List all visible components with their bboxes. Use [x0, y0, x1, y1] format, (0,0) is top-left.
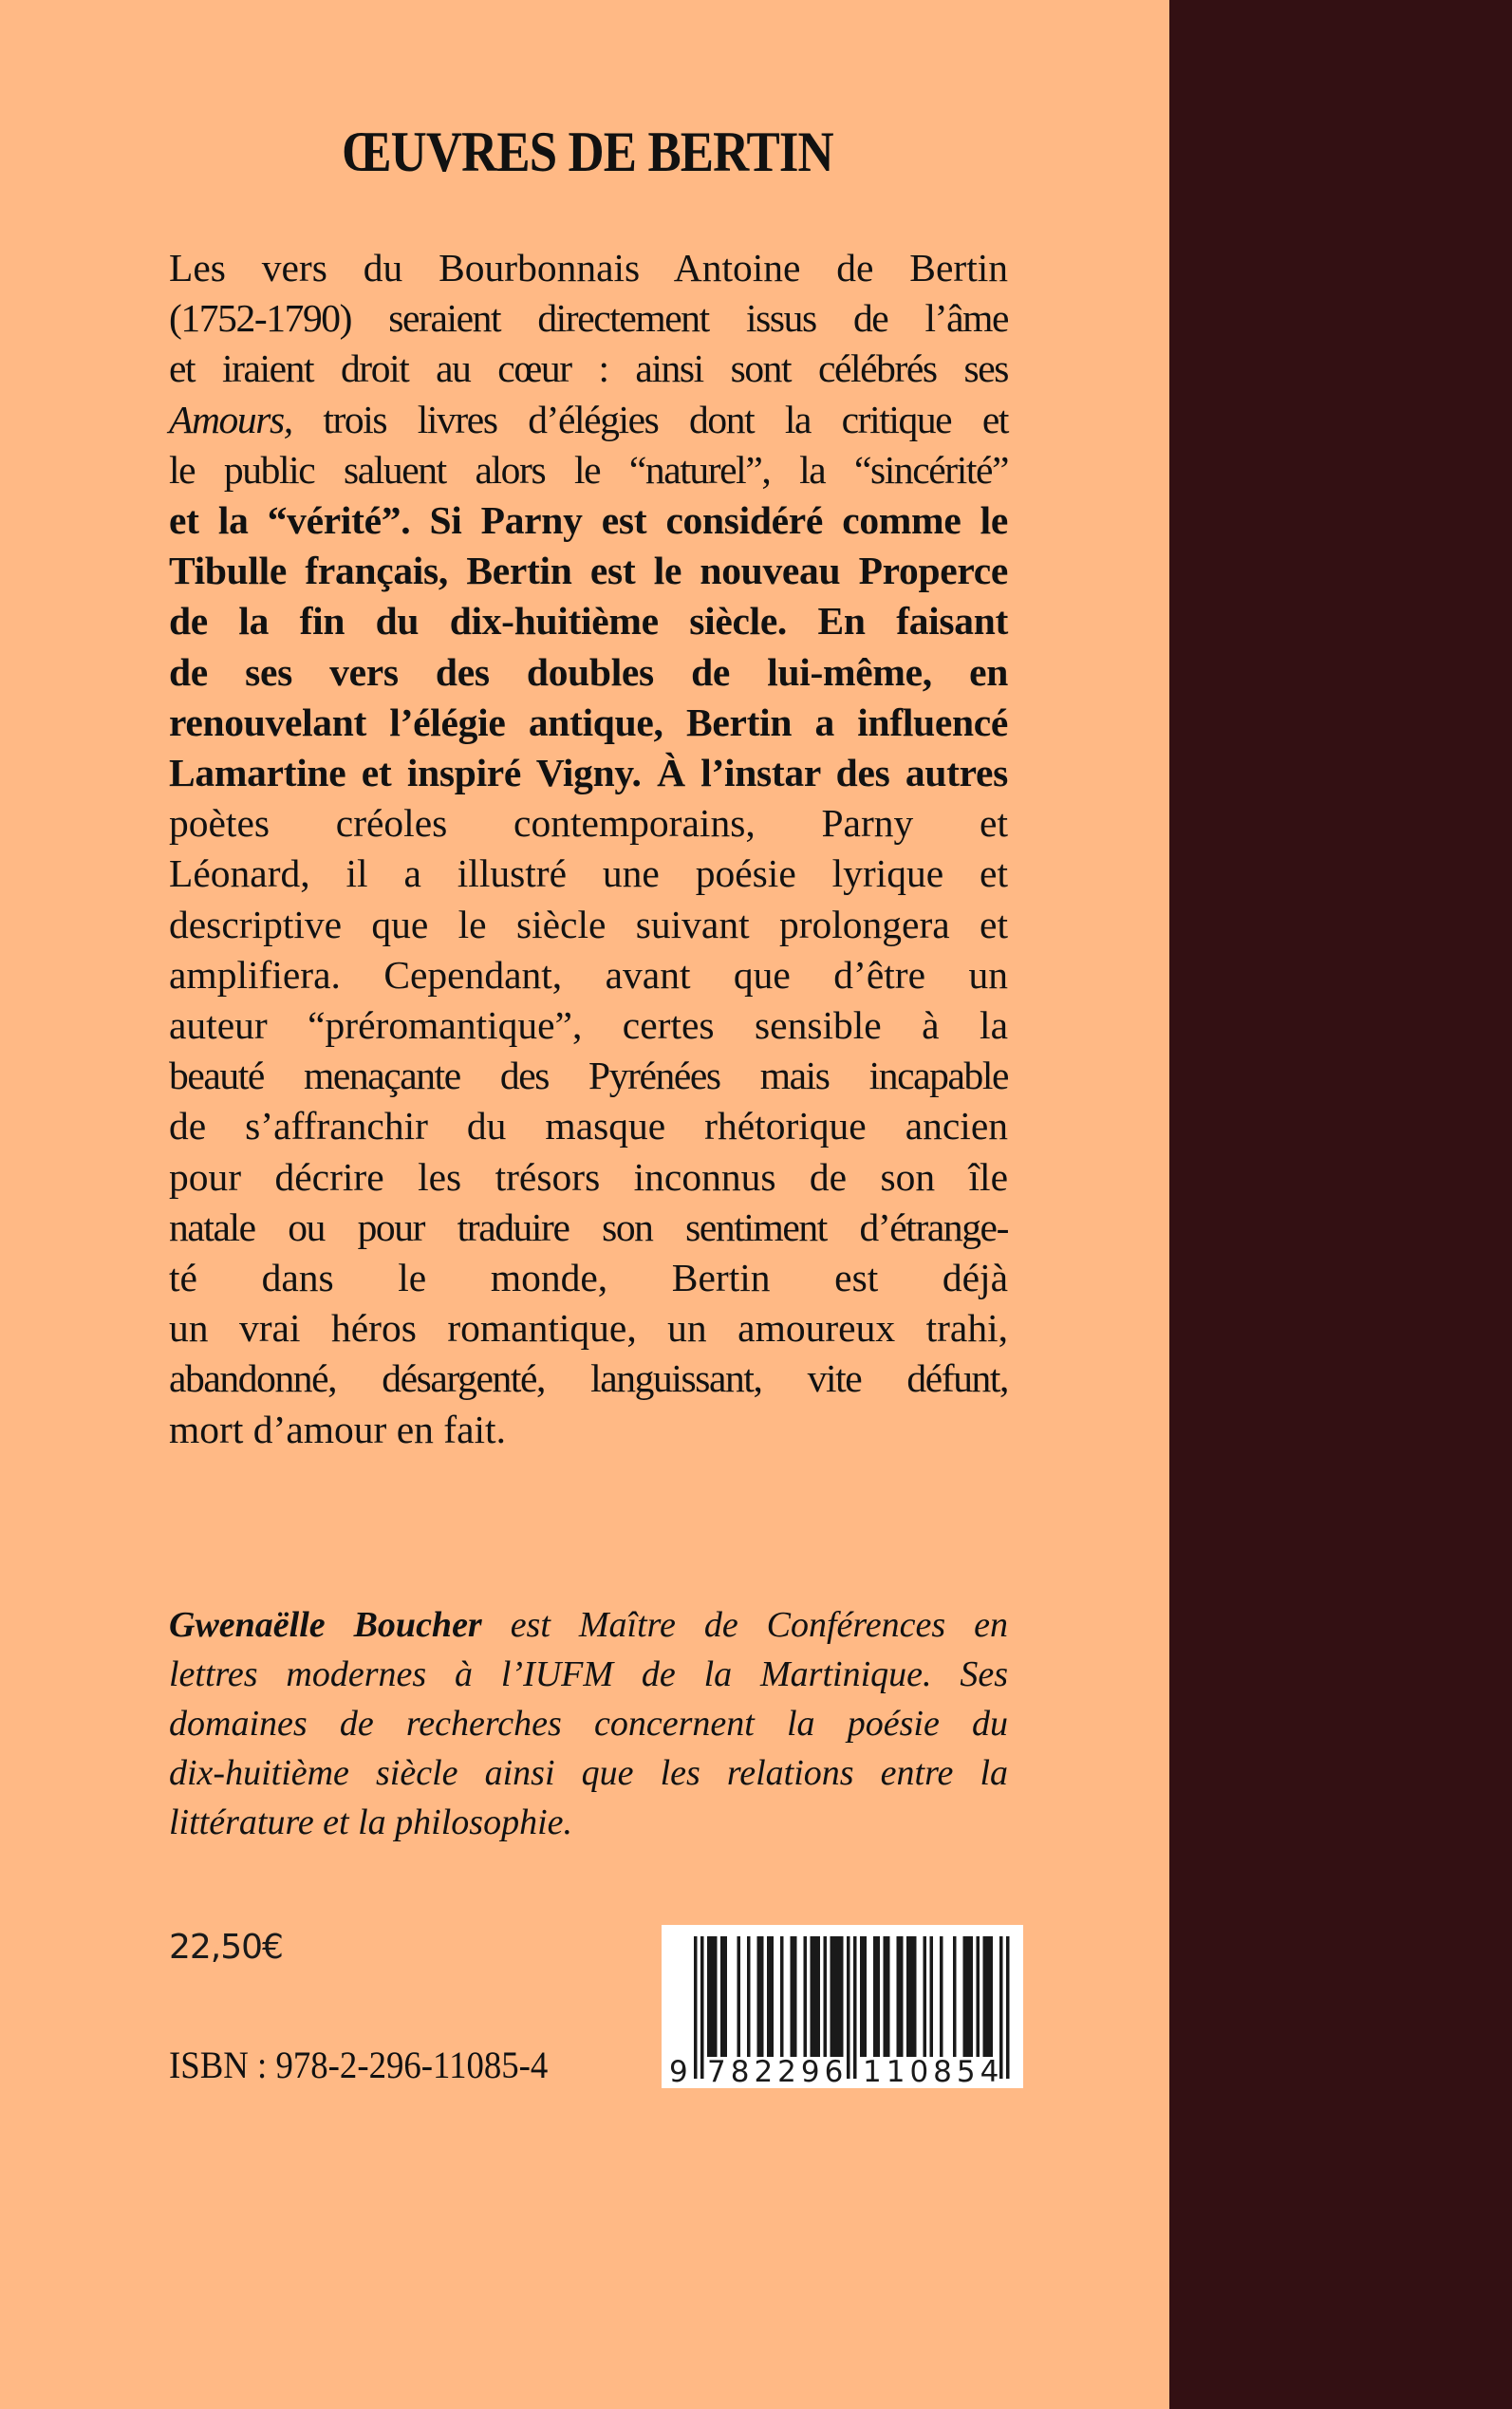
description-line: abandonné, désargenté, languissant, vite défunt, — [169, 1356, 1008, 1401]
barcode-bars — [662, 1925, 1023, 2088]
bio-line: lettres modernes à l’IUFM de la Martinique. Ses — [169, 1654, 1008, 1694]
bio-line — [169, 1600, 1008, 1650]
book-spine-panel — [1169, 0, 1512, 2409]
bio-line-rest: est Maître de Conférences en — [481, 1605, 1008, 1645]
barcode-icon — [662, 1925, 1023, 2088]
description-line: Lamartine et inspiré Vigny. À l’instar des autres — [169, 751, 1008, 795]
isbn-label: ISBN : 978-2-296-11085-4 — [169, 2044, 549, 2086]
author-name: Gwenaëlle Boucher — [169, 1605, 482, 1645]
barcode-first-digit: 9 — [669, 2055, 688, 2088]
italic-title-amours: Amours, — [169, 397, 292, 441]
description-line: natale ou pour traduire son sentiment d’étrange- — [169, 1204, 1008, 1249]
author-bio — [169, 1600, 1008, 1847]
description-line: Tibulle français, Bertin est le nouveau Properce — [169, 549, 1008, 593]
bio-line: littérature et la philosophie. — [169, 1802, 572, 1842]
barcode-left-digits: 782296 — [707, 2055, 849, 2088]
description-line: descriptive que le siècle suivant prolongera et — [169, 902, 1008, 946]
book-description — [169, 243, 1008, 1455]
description-line: et iraient droit au cœur : ainsi sont célébrés ses — [169, 346, 1008, 391]
description-line-rest: trois livres d’élégies dont la critique et — [323, 397, 1008, 441]
barcode-right-digits: 110854 — [863, 2055, 1004, 2088]
description-line: té dans le monde, Bertin est déjà — [169, 1256, 1008, 1300]
description-line: mort d’amour en fait. — [169, 1407, 506, 1451]
bio-line: domaines de recherches concernent la poésie du — [169, 1704, 1008, 1744]
description-line: amplifiera. Cependant, avant que d’être un — [169, 952, 1008, 997]
description-line: pour décrire les trésors inconnus de son île — [169, 1154, 1008, 1199]
description-line: renouvelant l’élégie antique, Bertin a influencé — [169, 700, 1008, 744]
description-line: le public saluent alors le “naturel”, la “sincérité” — [169, 447, 1008, 492]
description-line: et la “vérité”. Si Parny est considéré comme le — [169, 498, 1008, 543]
description-line: de la fin du dix-huitième siècle. En faisant — [169, 599, 1008, 644]
bio-line: dix-huitième siècle ainsi que les relations entre la — [169, 1753, 1008, 1793]
description-line: auteur “préromantique”, certes sensible à la — [169, 1003, 1008, 1048]
book-title: ŒUVRES DE BERTIN — [341, 121, 833, 183]
description-line: (1752-1790) seraient directement issus de l’âme — [169, 296, 1008, 341]
description-line — [169, 395, 1008, 445]
price-label: 22,50€ — [169, 1928, 283, 1967]
description-line: beauté menaçante des Pyrénées mais incapable — [169, 1054, 1008, 1098]
description-line: un vrai héros romantique, un amoureux trahi, — [169, 1306, 1008, 1351]
description-line: de ses vers des doubles de lui-même, en — [169, 649, 1008, 694]
description-line: Les vers du Bourbonnais Antoine de Bertin — [169, 246, 1008, 289]
description-line: poètes créoles contemporains, Parny et — [169, 801, 1008, 846]
description-line: Léonard, il a illustré une poésie lyrique et — [169, 851, 1008, 896]
description-line: de s’affranchir du masque rhétorique ancien — [169, 1104, 1008, 1148]
